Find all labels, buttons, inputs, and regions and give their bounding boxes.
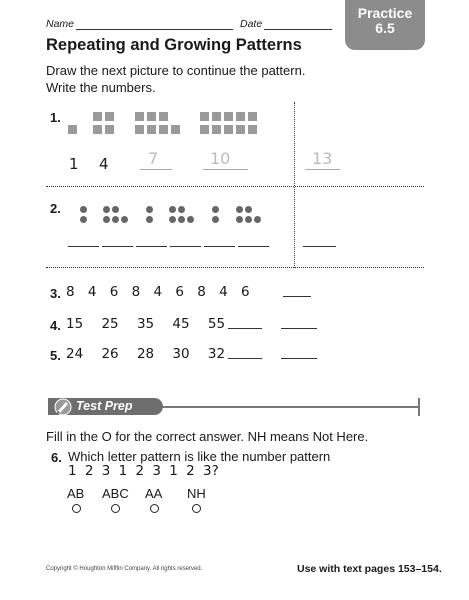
choice-ab-bubble[interactable] [72,504,81,513]
blank-line[interactable] [136,246,167,247]
blank-line[interactable] [204,246,235,247]
badge-line2: 6.5 [375,20,395,36]
blank-line[interactable] [102,246,133,247]
dot [169,216,176,223]
name-field[interactable] [76,29,233,30]
blank-line[interactable] [238,246,269,247]
square [224,125,233,134]
blank-line[interactable] [170,246,201,247]
dot [146,206,153,213]
date-field[interactable] [264,29,332,30]
name-label: Name [46,18,75,30]
square [248,125,257,134]
dot [236,206,243,213]
blank-line[interactable] [281,328,317,329]
problem-6-question: Which letter pattern is like the number pattern [68,449,331,464]
choice-nh-bubble[interactable] [192,504,201,513]
test-prep-rule-end [418,398,420,416]
square [105,112,114,121]
problem-3-number: 3. [50,286,61,301]
blank-line[interactable] [281,358,317,359]
dot [169,206,176,213]
dot [103,216,110,223]
dot [254,216,261,223]
problem-4-sequence: 15 25 35 45 55 [66,316,226,332]
instruction-line-1: Draw the next picture to continue the pattern. [46,63,306,78]
blank-line[interactable] [228,358,262,359]
divider [46,267,424,268]
blank-line[interactable] [228,328,262,329]
answer-line-5[interactable] [305,169,340,170]
dot [146,216,153,223]
square [135,112,144,121]
dot [187,216,194,223]
square [212,125,221,134]
answer-5: 13 [312,149,333,168]
choice-abc-label: ABC [102,486,129,501]
square [68,125,77,134]
answer-line-4[interactable] [203,169,248,170]
square [147,125,156,134]
square [236,112,245,121]
answer-line-3[interactable] [140,169,172,170]
date-label: Date [240,18,263,30]
dot [178,206,185,213]
dot [80,216,87,223]
text-pages-note: Use with text pages 153–154. [297,563,442,575]
dot [121,216,128,223]
answer-3: 7 [148,149,159,168]
square [200,125,209,134]
choice-ab-label: AB [67,486,85,501]
answer-4: 10 [210,149,231,168]
square [248,112,257,121]
blank-line[interactable] [283,296,311,297]
problem-5-number: 5. [50,348,61,363]
pencil-icon [52,398,74,421]
answer-1: 1 [69,155,79,173]
dot [112,206,119,213]
dot [245,216,252,223]
square [212,112,221,121]
instructions [46,62,305,96]
divider [46,186,424,187]
dot [245,206,252,213]
square [200,112,209,121]
dot [212,216,219,223]
dot [236,216,243,223]
square [171,125,180,134]
problem-1-number: 1. [50,110,61,125]
choice-aa-label: AA [145,486,163,501]
problem-5-sequence: 24 26 28 30 32 [66,346,226,362]
choice-nh-label: NH [187,486,206,501]
dot [80,206,87,213]
square [147,112,156,121]
choice-abc-bubble[interactable] [111,504,120,513]
dot [103,206,110,213]
square [159,112,168,121]
dot [112,216,119,223]
blank-line[interactable] [303,246,336,247]
number-pattern: 1 2 3 1 2 3 1 2 3? [68,463,219,479]
practice-badge [345,0,425,50]
vertical-divider [294,102,295,268]
dot [178,216,185,223]
problem-2-number: 2. [50,201,61,216]
problem-6-number: 6. [51,450,62,465]
square [93,112,102,121]
badge-line1: Practice [357,5,413,21]
square [93,125,102,134]
square [135,125,144,134]
dot [212,206,219,213]
page-title: Repeating and Growing Patterns [46,36,302,54]
choice-aa-bubble[interactable] [150,504,159,513]
square [236,125,245,134]
square [159,125,168,134]
problem-4-number: 4. [50,318,61,333]
copyright: Copyright © Houghton Mifflin Company. All rights reserved. [46,566,203,572]
answer-2: 4 [99,155,109,173]
test-prep-directions: Fill in the O for the correct answer. NH means Not Here. [46,429,369,444]
problem-3-sequence: 8 4 6 8 4 6 8 4 6 [66,284,250,300]
test-prep-label: Test Prep [76,399,133,413]
square [224,112,233,121]
instruction-line-2: Write the numbers. [46,80,156,95]
blank-line[interactable] [68,246,99,247]
square [105,125,114,134]
